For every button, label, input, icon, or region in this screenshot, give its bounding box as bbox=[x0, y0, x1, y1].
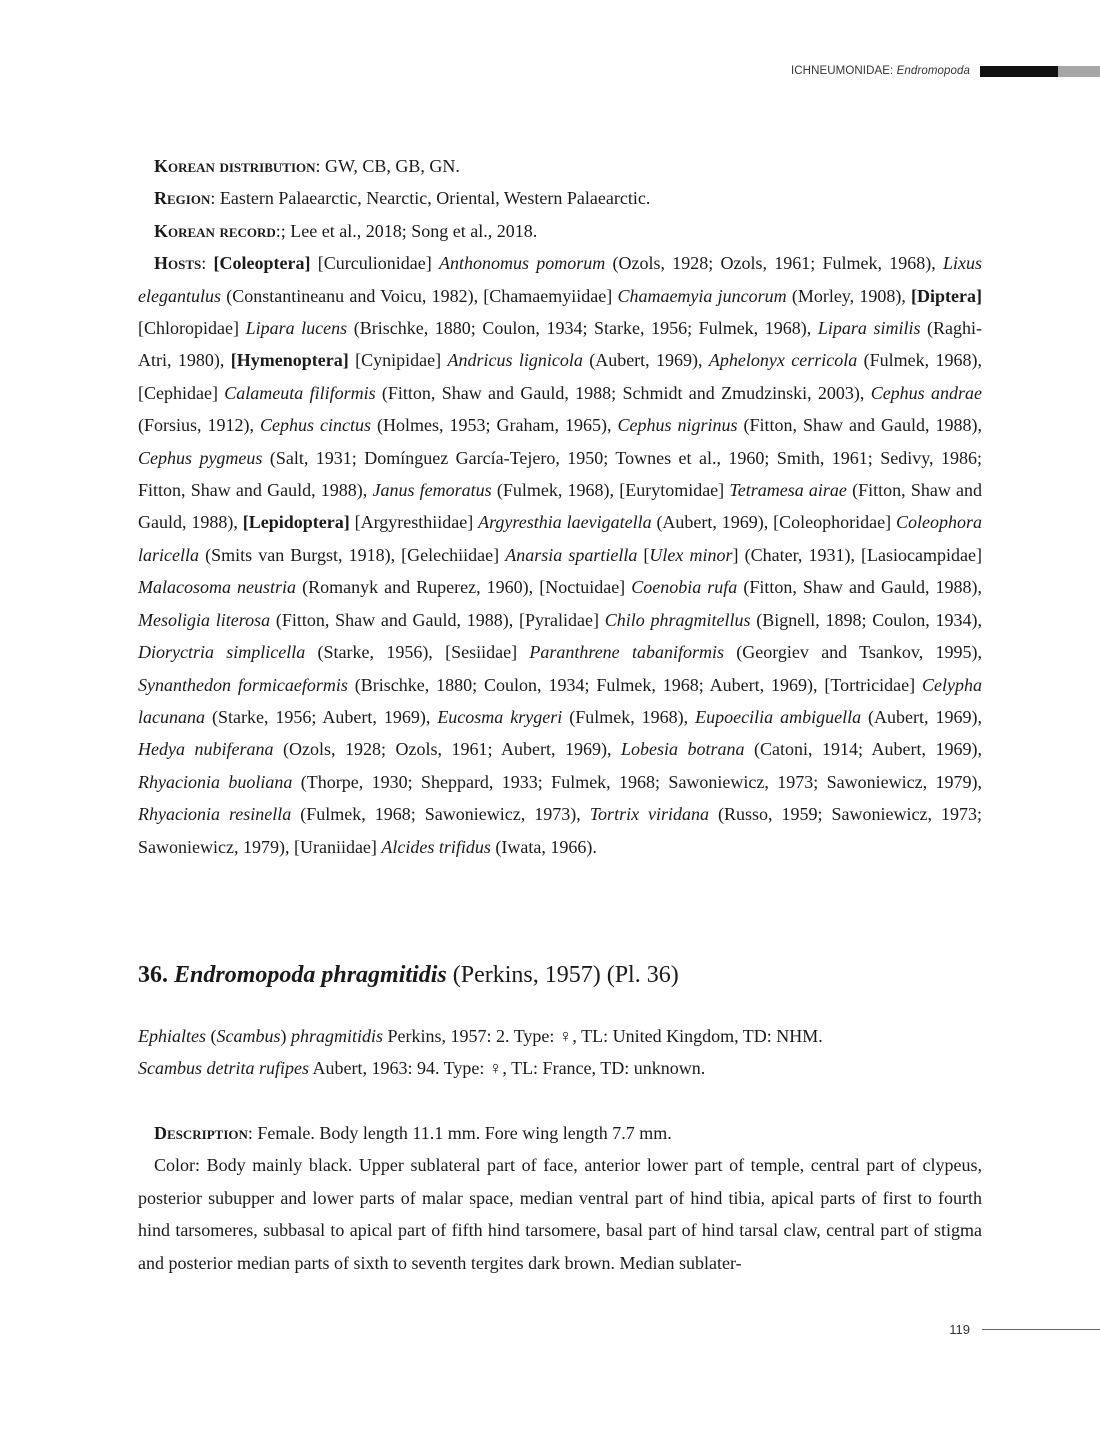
description-label: Description bbox=[154, 1123, 248, 1143]
synonym-subgenus: Scambus bbox=[216, 1026, 281, 1046]
host-species: Celypha lacunana bbox=[138, 674, 982, 727]
host-species: Dioryctria simplicella bbox=[138, 642, 306, 663]
region bbox=[138, 182, 982, 214]
korean-distribution-text: : GW, CB, GB, GN. bbox=[315, 156, 460, 176]
synonym-genus: Ephialtes bbox=[138, 1026, 206, 1046]
synonym-entry: Ephialtes (Scambus) phragmitidis Perkins, 1957: 2. Type: ♀, TL: United Kingdom, TD: NHM. bbox=[138, 1026, 823, 1046]
host-species: Argyresthia laevigatella bbox=[478, 512, 652, 533]
host-species: Cephus cinctus bbox=[260, 415, 372, 436]
footer-rule bbox=[982, 1329, 1100, 1330]
host-species: Mesoligia literosa bbox=[138, 609, 271, 630]
host-species: Lixus elegantulus bbox=[138, 253, 982, 306]
hosts: Hosts: [Coleoptera] [Curculionidae] Anthonomus pomorum (Ozols, 1928; Ozols, 1961; Fulmek, 1968), Lixus elegantulus (Constantineanu and Voicu, 1982), [Chamaemyiidae] Chamaemyia juncorum (Morley, 1908), [Diptera] [Chloropidae] Lipara lucens (Brischke, 1880; Coulon, 1934; Starke, 1956; Fulmek, 1968), Lipara similis (Raghi-Atri, 1980), [Hymenoptera] [Cynipidae] Andricus lignicola (Aubert, 1969), Aphelonyx cerricola (Fulmek, 1968), [Cephidae] Calameuta filiformis (Fitton, Shaw and Gauld, 1988; Schmidt and Zmudzinski, 2003), Cephus andrae (Forsius, 1912), Cephus cinctus (Holmes, 1953; Graham, 1965), Cephus nigrinus (Fitton, Shaw and Gauld, 1988), Cephus pygmeus (Salt, 1931; Domínguez García-Tejero, 1950; Townes et al., 1960; Smith, 1961; Sedivy, 1986; Fitton, Shaw and Gauld, 1988), Janus femoratus (Fulmek, 1968), [Eurytomidae] Tetramesa airae (Fitton, Shaw and Gauld, 1988), [Lepidoptera] [Argyresthiidae] Argyresthia laevigatella (Aubert, 1969), [Coleophoridae] Coleophora laricella (Smits van Burgst, 1918), [Gelechiidae] Anarsia spartiella [Ulex minor] (Chater, 1931), [Lasiocampidae] Malacosoma neustria (Romanyk and Ruperez, 1960), [Noctuidae] Coenobia rufa (Fitton, Shaw and Gauld, 1988), Mesoligia literosa (Fitton, Shaw and Gauld, 1988), [Pyralidae] Chilo phragmitellus (Bignell, 1898; Coulon, 1934), Dioryctria simplicella (Starke, 1956), [Sesiidae] Paranthrene tabaniformis (Georgiev and Tsankov, 1995), Synanthedon formicaeformis (Brischke, 1880; Coulon, 1934; Fulmek, 1968; Aubert, 1969), [Tortricidae] Celypha lacunana (Starke, 1956; Aubert, 1969), Eucosma krygeri (Fulmek, 1968), Eupoecilia ambiguella (Aubert, 1969), Hedya nubiferana (Ozols, 1928; Ozols, 1961; Aubert, 1969), Lobesia botrana (Catoni, 1914; Aubert, 1969), Rhyacionia buoliana (Thorpe, 1930; Sheppard, 1933; Fulmek, 1968; Sawoniewicz, 1973; Sawoniewicz, 1979), Rhyacionia resinella (Fulmek, 1968; Sawoniewicz, 1973), Tortrix viridana (Russo, 1959; Sawoniewicz, 1973; Sawoniewicz, 1979), [Uraniidae] Alcides trifidus (Iwata, 1966). bbox=[138, 253, 983, 857]
host-species: Eucosma krygeri bbox=[437, 706, 563, 727]
host-species: Rhyacionia resinella bbox=[138, 804, 292, 825]
region-label: Region bbox=[154, 188, 211, 209]
host-species: Tortrix viridana bbox=[589, 804, 710, 825]
header-bar-gray bbox=[1058, 66, 1100, 77]
species-plate: (Pl. 36) bbox=[606, 962, 679, 988]
host-species: Janus femoratus bbox=[372, 480, 492, 501]
species-author: (Perkins, 1957) bbox=[452, 962, 601, 988]
species-number: 36. bbox=[138, 962, 168, 988]
host-species: Chilo phragmitellus bbox=[604, 609, 751, 630]
synonym-epithet: phragmitidis bbox=[291, 1026, 384, 1046]
korean-record-label: Korean record bbox=[154, 220, 276, 241]
page-footer bbox=[949, 1322, 1100, 1337]
header-family: ICHNEUMONIDAE: bbox=[790, 65, 894, 77]
synonym-citation: Aubert, 1963: 94. Type: ♀, TL: France, TD: unknown. bbox=[309, 1058, 706, 1079]
species-details bbox=[138, 150, 982, 863]
host-species: Paranthrene tabaniformis bbox=[529, 642, 724, 663]
host-species: Coenobia rufa bbox=[631, 577, 738, 598]
host-species: Lipara lucens bbox=[245, 318, 348, 339]
host-species: Synanthedon formicaeformis bbox=[138, 674, 348, 695]
host-order: [Hymenoptera] bbox=[230, 350, 349, 371]
page-number: 119 bbox=[949, 1322, 970, 1337]
description-section bbox=[138, 1117, 982, 1279]
host-species: Cephus andrae bbox=[870, 382, 982, 403]
host-order: [Lepidoptera] bbox=[242, 512, 350, 533]
host-species: Coleophora laricella bbox=[138, 512, 982, 565]
host-species: Malacosoma neustria bbox=[138, 577, 297, 598]
korean-distribution-label: Korean distribution bbox=[154, 156, 316, 176]
host-species: Alcides trifidus bbox=[381, 836, 491, 857]
host-species: Anarsia spartiella bbox=[505, 544, 638, 565]
host-order: [Coleoptera] bbox=[213, 253, 311, 274]
synonym-name: Scambus detrita rufipes bbox=[138, 1058, 309, 1079]
host-species: Hedya nubiferana bbox=[138, 739, 274, 760]
host-species: Calameuta filiformis bbox=[224, 382, 376, 403]
host-species: Tetramesa airae bbox=[729, 480, 847, 501]
running-header-text bbox=[791, 65, 970, 77]
host-species: Eupoecilia ambiguella bbox=[695, 706, 862, 727]
host-species: Lobesia botrana bbox=[620, 739, 745, 760]
host-species: Chamaemyia juncorum bbox=[617, 285, 787, 306]
host-species: Rhyacionia buoliana bbox=[138, 771, 293, 792]
header-genus: Endromopoda bbox=[896, 65, 970, 77]
synonym-entry bbox=[138, 1052, 982, 1084]
host-species: Lipara similis bbox=[817, 318, 921, 339]
description bbox=[138, 1117, 982, 1149]
synonym-citation: Perkins, 1957: 2. Type: ♀, TL: United Kingdom, TD: NHM. bbox=[383, 1026, 823, 1046]
host-order: [Diptera] bbox=[911, 285, 983, 306]
korean-record-text: :; Lee et al., 2018; Song et al., 2018. bbox=[275, 220, 538, 241]
host-species: Cephus nigrinus bbox=[617, 415, 738, 436]
hosts-label: Hosts bbox=[154, 253, 202, 274]
color-description: Color: Body mainly black. Upper sublateral part of face, anterior lower part of temple, central part of clypeus, posterior subupper and lower parts of malar space, median ventral part of hind tibia, apical parts of first to fourth hind tarsomeres, subbasal to apical part of fifth hind tarsomere, basal part of hind tarsal claw, central part of stigma and posterior median parts of sixth to seventh tergites dark brown. Median sublater- bbox=[138, 1155, 982, 1273]
host-species: Cephus pygmeus bbox=[138, 447, 263, 468]
korean-distribution bbox=[138, 150, 982, 182]
host-species: Anthonomus pomorum bbox=[438, 253, 606, 274]
header-bar-black bbox=[980, 66, 1058, 77]
description-text: : Female. Body length 11.1 mm. Fore wing length 7.7 mm. bbox=[247, 1123, 672, 1143]
korean-record bbox=[138, 215, 982, 247]
species-name: Endromopoda phragmitidis bbox=[174, 962, 447, 988]
synonym-list bbox=[138, 1020, 982, 1085]
species-heading bbox=[138, 955, 982, 995]
host-species: Aphelonyx cerricola bbox=[708, 350, 858, 371]
running-header bbox=[791, 64, 1100, 78]
host-plant: Ulex minor bbox=[649, 544, 733, 565]
region-text: : Eastern Palaearctic, Nearctic, Oriental, Western Palaearctic. bbox=[210, 188, 651, 209]
host-species: Andricus lignicola bbox=[447, 350, 583, 371]
